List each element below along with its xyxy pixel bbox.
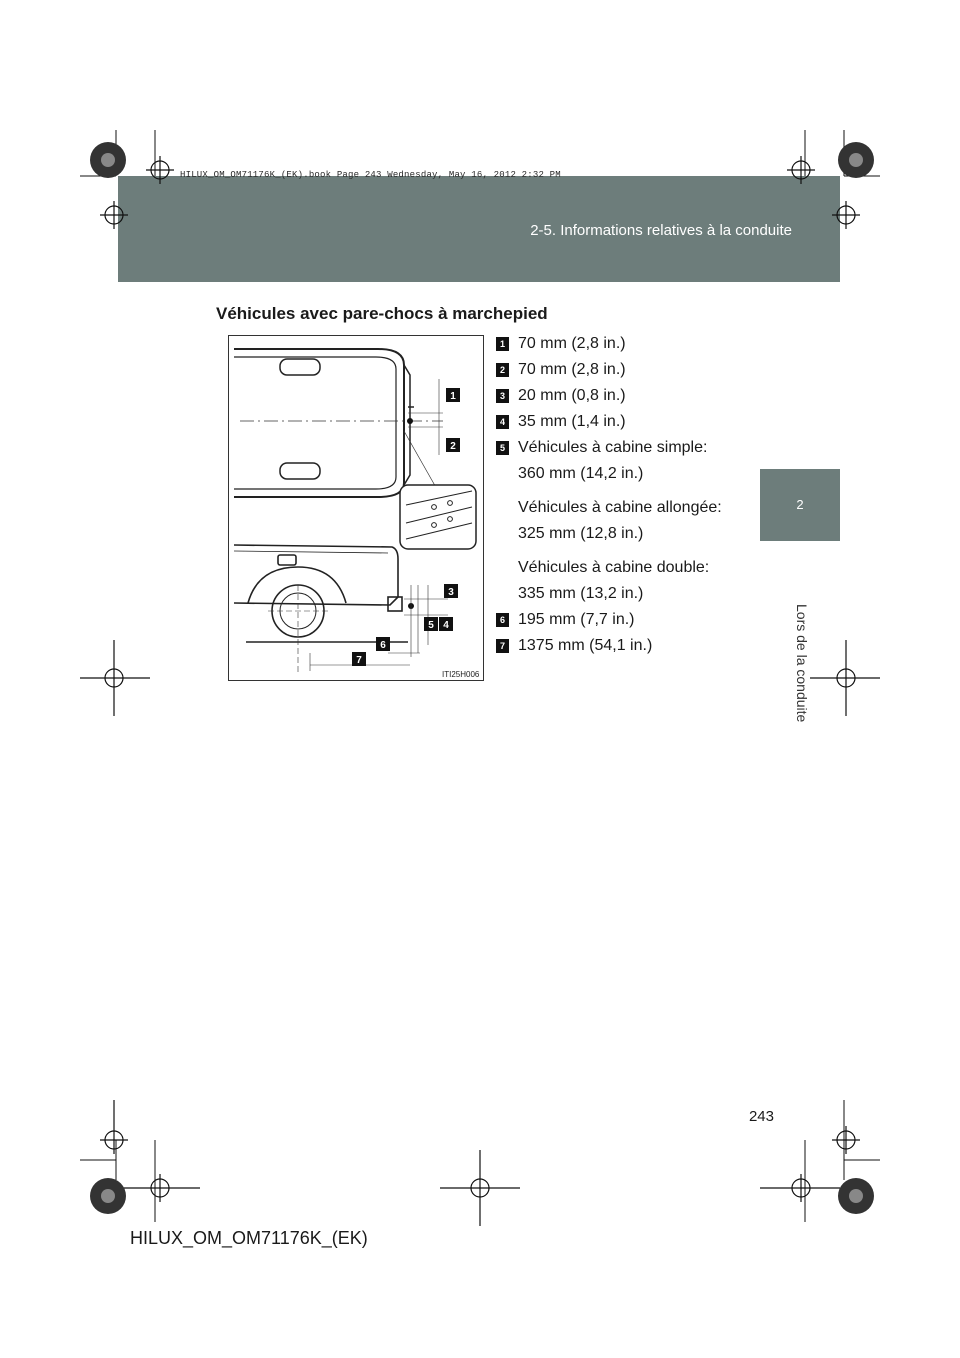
legend-text: 1375 mm (54,1 in.): [518, 637, 653, 654]
section-title: 2-5. Informations relatives à la conduite: [530, 222, 792, 239]
legend-text: 335 mm (13,2 in.): [518, 585, 644, 602]
starburst-target: [90, 142, 874, 1214]
chapter-number-tab: 2: [760, 469, 840, 541]
legend-text: 70 mm (2,8 in.): [518, 361, 626, 378]
legend-text: Véhicules à cabine double:: [518, 559, 710, 576]
legend-text: 325 mm (12,8 in.): [518, 525, 644, 542]
crosshair-target: [80, 156, 880, 1226]
legend-text: Véhicules à cabine allongée:: [518, 499, 722, 516]
svg-text:4: 4: [443, 620, 449, 631]
svg-text:6: 6: [380, 640, 386, 651]
svg-text:7: 7: [356, 655, 362, 666]
legend-text: 20 mm (0,8 in.): [518, 387, 626, 404]
number-badge: 4: [496, 415, 509, 429]
file-stamp: HILUX_OM_OM71176K_(EK).book Page 243 Wednesday, May 16, 2012 2:32 PM: [180, 170, 561, 180]
legend-text: Véhicules à cabine simple:: [518, 439, 708, 456]
number-badge: 7: [496, 639, 509, 653]
footer-code: HILUX_OM_OM71176K_(EK): [130, 1228, 368, 1248]
svg-text:2: 2: [450, 441, 456, 452]
svg-text:1: 1: [450, 391, 456, 402]
page-heading: Véhicules avec pare-chocs à marchepied: [216, 304, 548, 323]
legend-text: 70 mm (2,8 in.): [518, 335, 626, 352]
figure-code: ITI25H006: [442, 670, 480, 679]
number-badge: 3: [496, 389, 509, 403]
chapter-label: Lors de la conduite: [794, 604, 810, 723]
svg-text:5: 5: [428, 620, 434, 631]
page-number: 243: [748, 1108, 774, 1125]
legend-text: 195 mm (7,7 in.): [518, 611, 635, 628]
number-badge: 5: [496, 441, 509, 455]
svg-text:3: 3: [448, 587, 454, 598]
legend-text: 35 mm (1,4 in.): [518, 413, 626, 430]
number-badge: 2: [496, 363, 509, 377]
number-badge: 1: [496, 337, 509, 351]
legend-text: 360 mm (14,2 in.): [518, 465, 644, 482]
number-badge: 6: [496, 613, 509, 627]
